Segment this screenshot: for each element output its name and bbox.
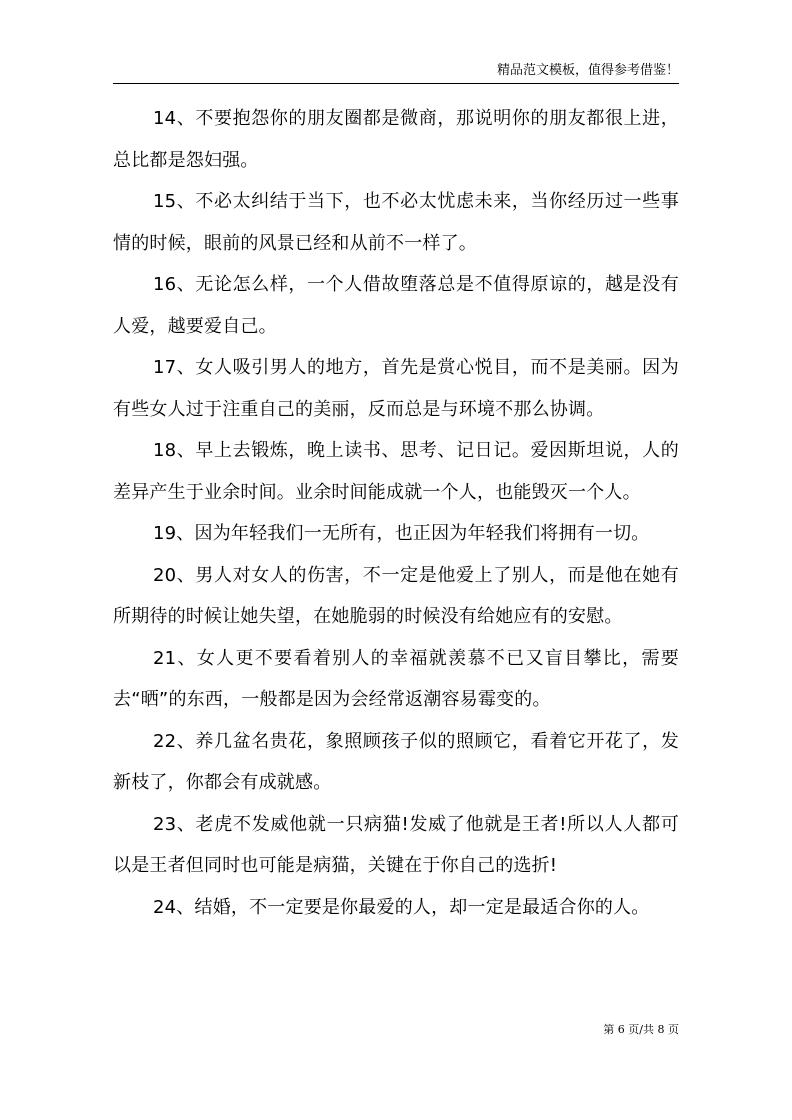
header-text: 精品范文模板，值得参考借鉴！ [496, 63, 679, 78]
paragraph-23: 23、老虎不发威他就一只病猫!发威了他就是王者!所以人人都可以是王者但同时也可能是病猫，关键在于你自己的选折! [113, 813, 679, 876]
paragraph-21: 21、女人更不要看着别人的幸福就羡慕不已又盲目攀比，需要去“晒”的东西，一般都是因为会经常返潮容易霉变的。 [113, 647, 679, 710]
page-number: 第 6 页/共 8 页 [603, 1023, 679, 1036]
paragraph-15: 15、不必太纠结于当下，也不必太忧虑未来，当你经历过一些事情的时候，眼前的风景已经和从前不一样了。 [113, 191, 679, 254]
paragraph-17: 17、女人吸引男人的地方，首先是赏心悦目，而不是美丽。因为有些女人过于注重自己的美丽，反而总是与环境不那么协调。 [113, 357, 679, 420]
paragraph-19: 19、因为年轻我们一无所有，也正因为年轻我们将拥有一切。 [153, 523, 650, 544]
document-body [113, 98, 679, 928]
page-header [113, 58, 679, 84]
paragraph-16: 16、无论怎么样，一个人借故堕落总是不值得原谅的，越是没有人爱，越要爱自己。 [113, 274, 679, 337]
paragraph-24: 24、结婚，不一定要是你最爱的人，却一定是最适合你的人。 [153, 896, 650, 918]
paragraph-20: 20、男人对女人的伤害，不一定是他爱上了别人，而是他在她有所期待的时候让她失望，在她脆弱的时候没有给她应有的安慰。 [113, 564, 679, 627]
paragraph-14: 14、不要抱怨你的朋友圈都是微商，那说明你的朋友都很上进，总比都是怨妇强。 [113, 108, 679, 171]
paragraph-18: 18、早上去锻炼，晚上读书、思考、记日记。爱因斯坦说，人的差异产生于业余时间。业余时间能成就一个人，也能毁灭一个人。 [113, 440, 679, 503]
paragraph-22: 22、养几盆名贵花，象照顾孩子似的照顾它，看着它开花了，发新枝了，你都会有成就感。 [113, 730, 679, 793]
